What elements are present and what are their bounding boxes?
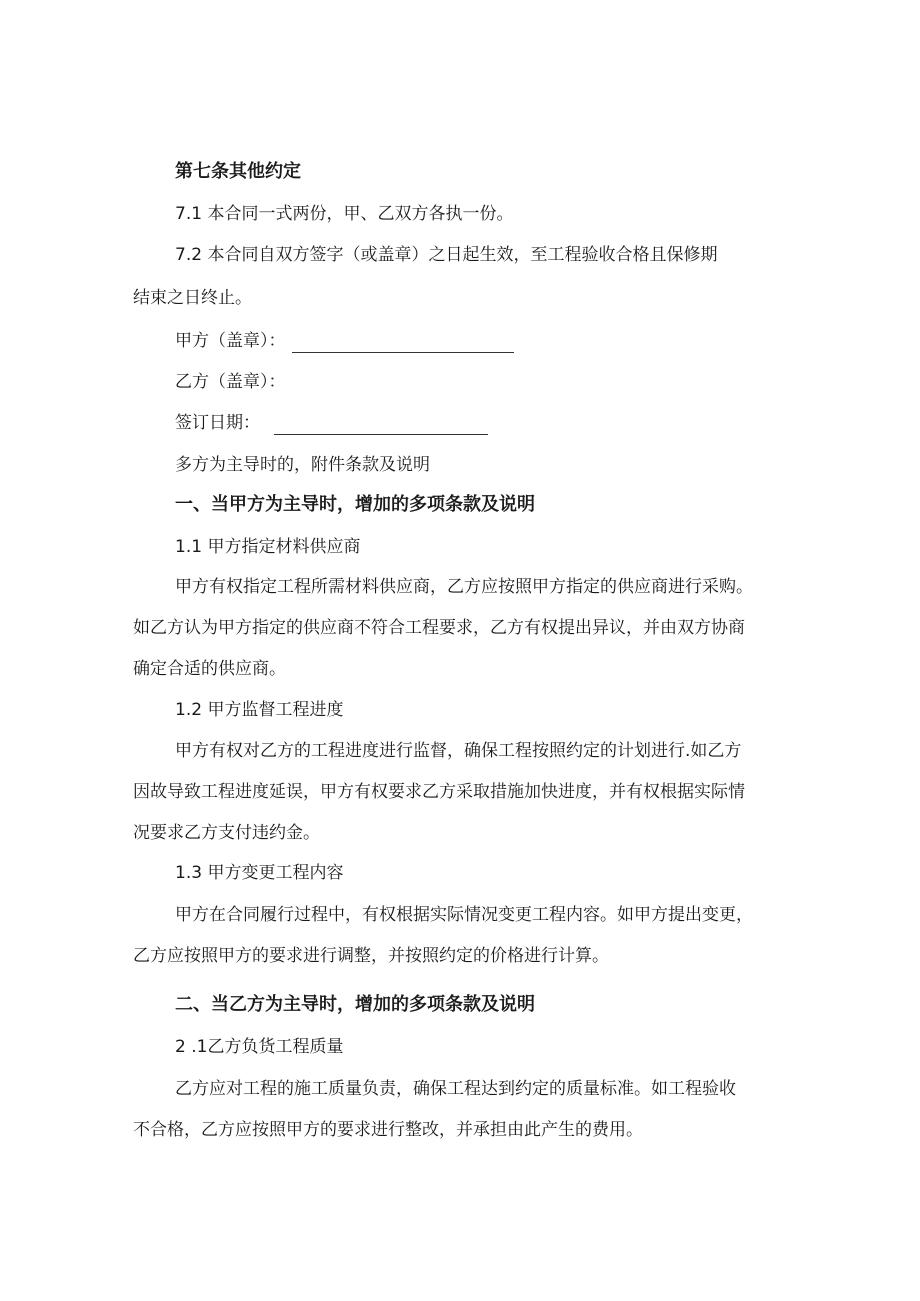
clause-7-2-line-1: 7.2 本合同自双方签字（或盖章）之日起生效，至工程验收合格且保修期 [175,245,718,265]
sign-date-label: 签订日期： [175,413,260,433]
clause-1-1-title: 1.1 甲方指定材料供应商 [175,537,361,557]
party-a-signature [175,329,514,353]
clause-1-1-line-3: 确定合适的供应商。 [133,659,286,679]
clause-1-1-line-1: 甲方有权指定工程所需材料供应商，乙方应按照甲方指定的供应商进行采购。 [175,577,753,597]
clause-1-2-line-3: 况要求乙方支付违约金。 [133,823,320,843]
clause-2-1-title: 2 .1乙方负货工程质量 [175,1037,344,1057]
sign-date-line[interactable] [274,416,488,435]
clause-7-1: 7.1 本合同一式两份，甲、乙双方各执一份。 [175,204,514,224]
clause-1-3-line-1: 甲方在合同履行过程中，有权根据实际情况变更工程内容。如甲方提出变更， [175,905,753,925]
clause-1-1-line-2: 如乙方认为甲方指定的供应商不符合工程要求，乙方有权提出异议，并由双方协商 [133,618,745,638]
part-1-heading: 一、当甲方为主导时，增加的多项条款及说明 [175,494,535,515]
clause-2-1-line-2: 不合格，乙方应按照甲方的要求进行整改，并承担由此产生的费用。 [133,1120,643,1140]
part-2-heading: 二、当乙方为主导时，增加的多项条款及说明 [175,994,535,1015]
party-a-label: 甲方（盖章）： [175,331,286,351]
clause-2-1-line-1: 乙方应对工程的施工质量负责，确保工程达到约定的质量标准。如工程验收 [175,1079,736,1099]
attachment-intro: 多方为主导时的，附件条款及说明 [175,455,430,475]
clause-1-3-line-2: 乙方应按照甲方的要求进行调整，并按照约定的价格进行计算。 [133,946,609,966]
clause-1-2-line-1: 甲方有权对乙方的工程进度进行监督，确保工程按照约定的计划进行.如乙方 [175,741,742,761]
section-7-title: 第七条其他约定 [175,161,301,182]
sign-date [175,411,488,435]
clause-7-2-line-2: 结束之日终止。 [133,288,252,308]
party-a-signature-line[interactable] [292,334,514,353]
party-b-label: 乙方（盖章）： [175,372,286,392]
clause-1-2-title: 1.2 甲方监督工程进度 [175,700,344,720]
clause-1-2-line-2: 因故导致工程进度延误，甲方有权要求乙方采取措施加快进度，并有权根据实际情 [133,782,745,802]
clause-1-3-title: 1.3 甲方变更工程内容 [175,863,344,883]
